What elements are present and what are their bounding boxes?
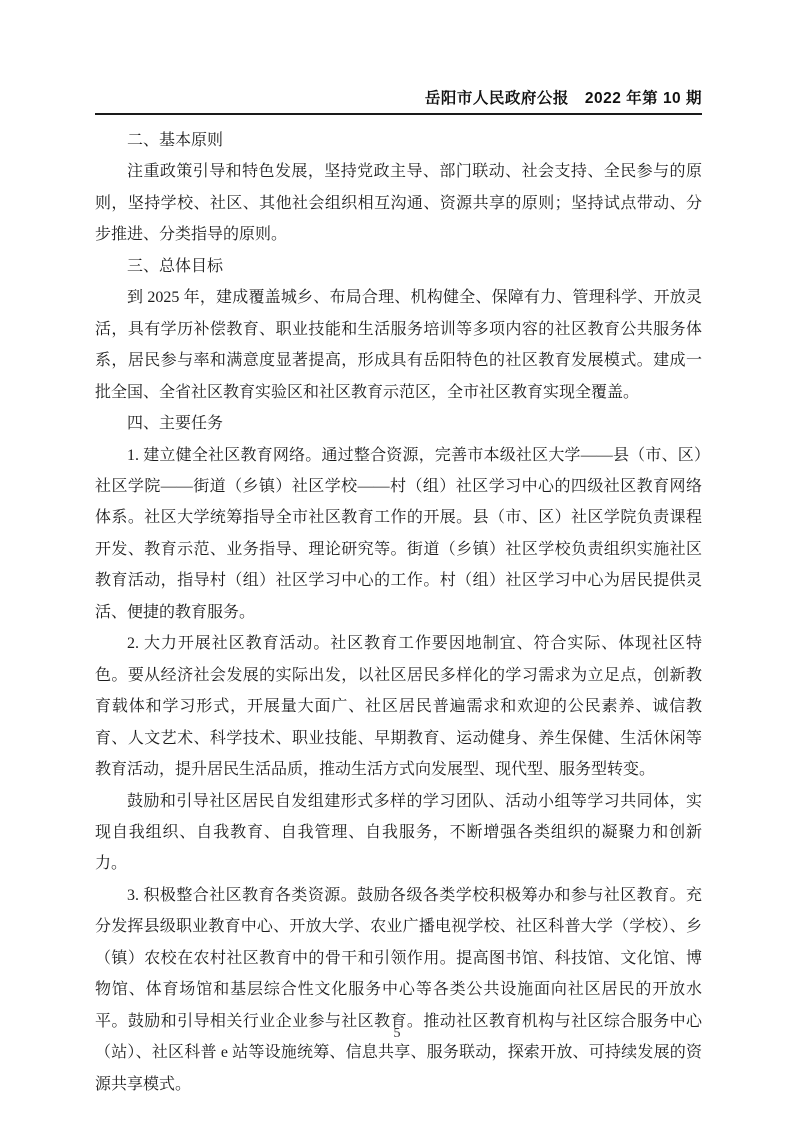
page-number: 5: [393, 1026, 401, 1041]
section-heading: 四、主要任务: [127, 415, 224, 433]
document-body: [95, 125, 702, 1100]
body-paragraph: 鼓励和引导社区居民自发组建形式多样的学习团队、活动小组等学习共同体，实现自我组织、自我教育、自我管理、自我服务，不断增强各类组织的凝聚力和创新力。: [95, 792, 702, 873]
body-paragraph: 到 2025 年，建成覆盖城乡、布局合理、机构健全、保障有力、管理科学、开放灵活，具有学历补偿教育、职业技能和生活服务培训等多项内容的社区教育公共服务体系，居民参与率和满意度显著提高，形成具有岳阳特色的社区教育发展模式。建成一批全国、全省社区教育实验区和社区教育示范区，全市社区教育实现全覆盖。: [95, 289, 702, 401]
gazette-title-issue: 岳阳市人民政府公报 2022 年第 10 期: [424, 90, 702, 107]
running-header: [95, 90, 702, 115]
body-paragraph: 2. 大力开展社区教育活动。社区教育工作要因地制宜、符合实际、体现社区特色。要从经济社会发展的实际出发，以社区居民多样化的学习需求为立足点，创新教育载体和学习形式，开展量大面广、社区居民普遍需求和欢迎的公民素养、诚信教育、人文艺术、科学技术、职业技能、早期教育、运动健身、养生保健、生活休闲等教育活动，提升居民生活品质，推动生活方式向发展型、现代型、服务型转变。: [95, 635, 702, 779]
body-paragraph: 注重政策引导和特色发展，坚持党政主导、部门联动、社会支持、全民参与的原则，坚持学校、社区、其他社会组织相互沟通、资源共享的原则；坚持试点带动、分步推进、分类指导的原则。: [95, 163, 702, 244]
page-content: [95, 90, 702, 1100]
body-paragraph: 1. 建立健全社区教育网络。通过整合资源，完善市本级社区大学——县（市、区）社区学院——街道（乡镇）社区学校——村（组）社区学习中心的四级社区教育网络体系。社区大学统筹指导全市社区教育工作的开展。县（市、区）社区学院负责课程开发、教育示范、业务指导、理论研究等。街道（乡镇）社区学校负责组织实施社区教育活动，指导村（组）社区学习中心的工作。村（组）社区学习中心为居民提供灵活、便捷的教育服务。: [95, 446, 702, 621]
body-paragraph: 3. 积极整合社区教育各类资源。鼓励各级各类学校积极筹办和参与社区教育。充分发挥县级职业教育中心、开放大学、农业广播电视学校、社区科普大学（学校）、乡（镇）农校在农村社区教育中的骨干和引领作用。提高图书馆、科技馆、文化馆、博物馆、体育场馆和基层综合性文化服务中心等各类公共设施面向社区居民的开放水平。鼓励和引导相关行业企业参与社区教育。推动社区教育机构与社区综合服务中心（站）、社区科普 e 站等设施统筹、信息共享、服务联动，探索开放、可持续发展的资源共享模式。: [95, 886, 702, 1093]
section-heading: 二、基本原则: [127, 132, 224, 149]
section-heading: 三、总体目标: [127, 257, 224, 275]
